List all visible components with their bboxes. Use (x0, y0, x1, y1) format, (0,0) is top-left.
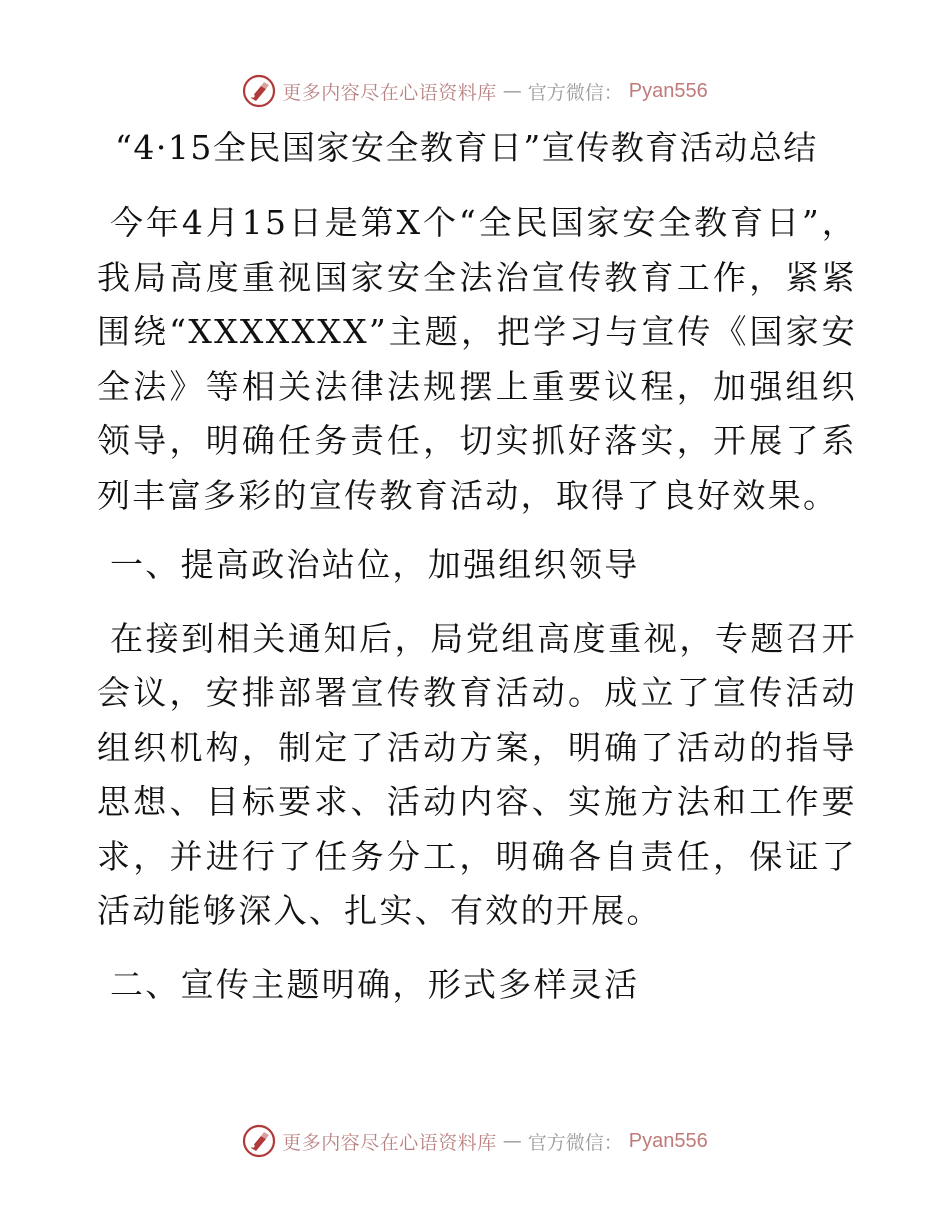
watermark-bottom (0, 1121, 950, 1161)
watermark-label: 官方微信： (527, 81, 623, 104)
watermark-dash: — (502, 1130, 522, 1152)
intro-paragraph: 今年4月15日是第X个“全民国家安全教育日”，我局高度重视国家安全法治宣传教育工作，紧紧围绕“XXXXXXX”主题，把学习与宣传《国家安全法》等相关法律法规摆上重要议程，加强组织领导，明确任务责任，切实抓好落实，开展了系列丰富多彩的宣传教育活动，取得了良好效果。 (97, 203, 857, 515)
section-heading-2: 二、宣传主题明确，形式多样灵活 (110, 964, 640, 1004)
watermark-wechat-id: Pyan556 (628, 1129, 708, 1152)
watermark-wechat-id: Pyan556 (628, 79, 708, 102)
watermark-top (0, 71, 950, 111)
pen-nib-logo-icon (242, 1124, 276, 1158)
watermark-brand-text: 更多内容尽在心语资料库 (282, 81, 497, 104)
section-1-paragraph: 在接到相关通知后，局党组高度重视，专题召开会议，安排部署宣传教育活动。成立了宣传活动组织机构，制定了活动方案，明确了活动的指导思想、目标要求、活动内容、实施方法和工作要求，并进行了任务分工，明确各自责任，保证了活动能够深入、扎实、有效的开展。 (97, 618, 857, 930)
section-heading-1: 一、提高政治站位，加强组织领导 (110, 545, 640, 584)
watermark-label: 官方微信： (527, 1131, 623, 1154)
watermark-dash: — (502, 80, 522, 102)
watermark-brand-text: 更多内容尽在心语资料库 (282, 1131, 497, 1154)
document-body (97, 196, 857, 1012)
pen-nib-logo-icon (242, 74, 276, 108)
document-title: “4·15全民国家安全教育日”宣传教育活动总结 (115, 128, 818, 167)
